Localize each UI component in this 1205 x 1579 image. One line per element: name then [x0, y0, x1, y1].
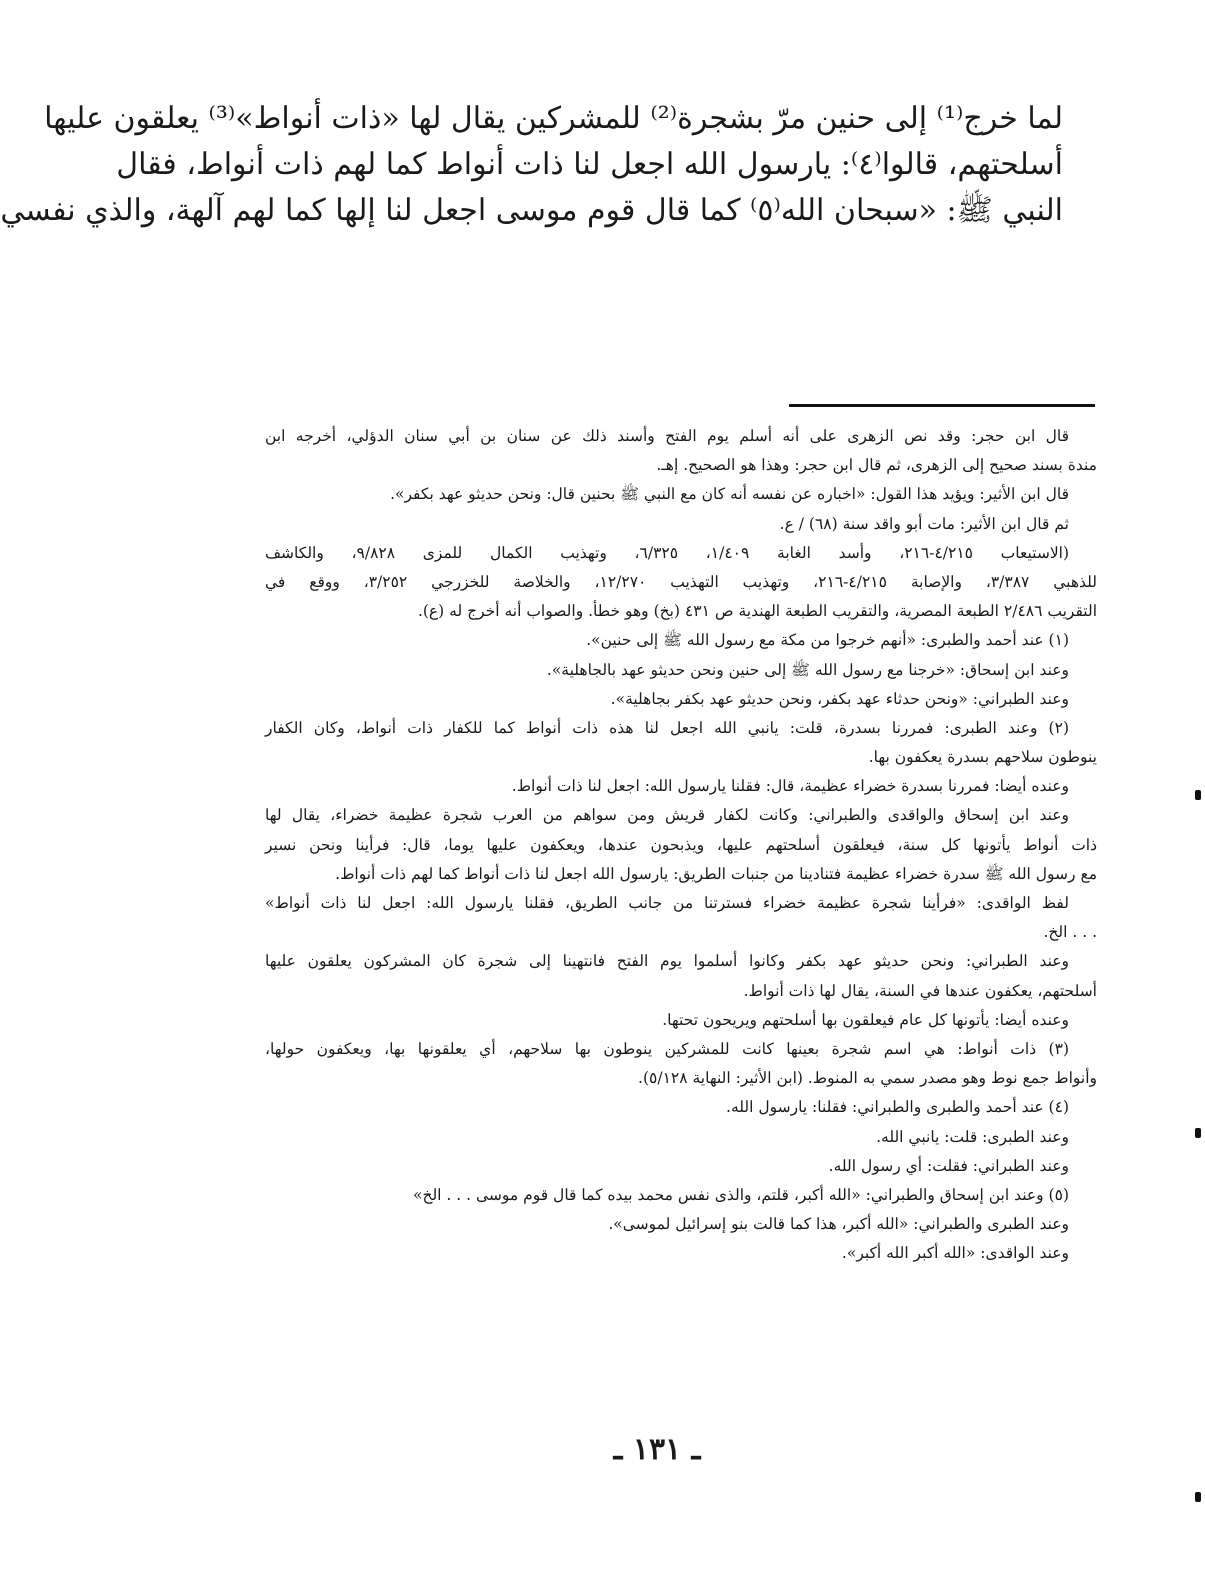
footnote-separator [789, 404, 1095, 407]
footnote-line: قال ابن الأثير: ويؤيد هذا القول: «اخباره عن نفسه أنه كان مع النبي ﷺ بحنين قال: ونحن حديثو عهد بكفر». [390, 485, 1069, 504]
footnote-line: مندة بسند صحيح إلى الزهرى، ثم قال ابن حجر: وهذا هو الصحيح. إهـ. [656, 456, 1097, 475]
footnote-line: وعند الطبراني: ونحن حديثو عهد بكفر وكانوا أسلموا يوم الفتح فانتهينا إلى شجرة كان المشركون يعلقون عليها [265, 952, 1069, 971]
footnote-line: ينوطون سلاحهم بسدرة يعكفون بها. [868, 748, 1097, 767]
footnote-line: (٤) عند أحمد والطبرى والطبراني: فقلنا: يارسول الله. [726, 1098, 1069, 1117]
footnote-line: أسلحتهم، يعكفون عندها في السنة، يقال لها ذات أنواط. [743, 981, 1097, 1000]
footnote-line: قال ابن حجر: وقد نص الزهرى على أنه أسلم يوم الفتح وأسند ذلك عن سنان بن أبي سنان الدؤلي، أخرجه ابن [265, 427, 1069, 445]
main-text-line: لما خرج⁽¹⁾ إلى حنين مرّ بشجرة⁽²⁾ للمشركين يقال لها «ذات أنواط»⁽³⁾ يعلقون عليها [44, 101, 1063, 136]
footnote-line: وعند ابن إسحاق: «خرجنا مع رسول الله ﷺ إلى حنين ونحن حديثو عهد بالجاهلية». [546, 660, 1069, 679]
footnotes [265, 422, 1097, 1268]
footnote-line: وعند الواقدى: «الله أكبر الله أكبر». [841, 1244, 1069, 1263]
footnote-line: مع رسول الله ﷺ سدرة خضراء عظيمة فتنادينا من جنبات الطريق: يارسول الله اجعل لنا ذات أنواط كما لهم ذات أنواط. [335, 864, 1097, 883]
main-text-line: أسلحتهم، قالوا⁽٤⁾: يارسول الله اجعل لنا ذات أنواط كما لهم ذات أنواط، فقال [116, 147, 1063, 182]
footnote-line: وعند الطبرى والطبراني: «الله أكبر، هذا كما قالت بنو إسرائيل لموسى». [608, 1215, 1069, 1234]
footnote-line: وعند الطبراني: فقلت: أي رسول الله. [828, 1156, 1069, 1175]
scan-edge-mark [1195, 1492, 1201, 1502]
scan-edge-mark [1195, 790, 1201, 800]
footnote-line: وعنده أيضا: يأتونها كل عام فيعلقون بها أسلحتهم ويريحون تحتها. [662, 1010, 1069, 1029]
main-text-line: النبي ﷺ: «سبحان الله⁽٥⁾ كما قال قوم موسى اجعل لنا إلها كما لهم آلهة، والذي نفسي [0, 193, 1063, 228]
footnote-line: وعند الطبراني: «ونحن حدثاء عهد بكفر، ونحن حديثو عهد بكفر بجاهلية». [610, 689, 1069, 708]
footnote-line: (١) عند أحمد والطبرى: «أنهم خرجوا من مكة مع رسول الله ﷺ إلى حنين». [586, 631, 1069, 650]
footnote-line: للذهبي ٣/٣٨٧، والإصابة ٤/٢١٥-٢١٦، وتهذيب التهذيب ١٢/٢٧٠، والخلاصة للخزرجي ٣/٢٥٢، ووقع في [265, 572, 1098, 591]
footnote-line: (٥) وعند ابن إسحاق والطبراني: «الله أكبر، قلتم، والذى نفس محمد بيده كما قال قوم موسى . . . الخ» [412, 1185, 1069, 1204]
footnote-line: وعند الطبرى: قلت: يانبي الله. [876, 1127, 1069, 1146]
footnote-line: وأنواط جمع نوط وهو مصدر سمي به المنوط. (ابن الأثير: النهاية ٥/١٢٨). [638, 1069, 1097, 1088]
footnote-line: ذات أنواط يأتونها كل سنة، فيعلقون أسلحتهم عليها، ويذبحون عندها، ويعكفون عليها يوما، قال: فرأينا ونحن نسير [265, 835, 1097, 854]
scan-edge-mark [1195, 1128, 1201, 1138]
footnote-line: (الاستيعاب ٤/٢١٥-٢١٦، وأسد الغابة ١/٤٠٩، ٦/٣٢٥، وتهذيب الكمال للمزى ٩/٨٢٨، والكاشف [265, 543, 1070, 562]
page-number: ـ ١٣١ ـ [613, 1432, 701, 1467]
footnote-line: ثم قال ابن الأثير: مات أبو واقد سنة (٦٨) / ع. [779, 514, 1069, 533]
footnote-line: وعنده أيضا: فمررنا بسدرة خضراء عظيمة، قال: فقلنا يارسول الله: اجعل لنا ذات أنواط. [511, 777, 1069, 796]
main-text [0, 96, 1063, 234]
footnote-line: وعند ابن إسحاق والواقدى والطبراني: وكانت لكفار قريش ومن سواهم من العرب شجرة عظيمة خضراء، يقال لها [265, 806, 1069, 825]
footnote-line: لفظ الواقدى: «فرأينا شجرة عظيمة خضراء فسترتنا من جانب الطريق، فقلنا يارسول الله: اجعل لنا ذات أنواط» [265, 894, 1069, 912]
footnote-line: . . . الخ. [1043, 923, 1097, 942]
footnote-line: (٢) وعند الطبرى: فمررنا بسدرة، قلت: يانبي الله اجعل لنا هذه ذات أنواط كما للكفار ذات أنواط، وكان الكفار [265, 718, 1069, 737]
footnote-line: التقريب ٢/٤٨٦ الطبعة المصرية، والتقريب الطبعة الهندية ص ٤٣١ (بخ) وهو خطأ. والصواب أنه أخرج له (ع). [417, 602, 1097, 621]
footnote-line: (٣) ذات أنواط: هي اسم شجرة بعينها كانت للمشركين ينوطون بها سلاحهم، أي يعلقونها بها، ويعكفون حولها، [265, 1039, 1069, 1058]
